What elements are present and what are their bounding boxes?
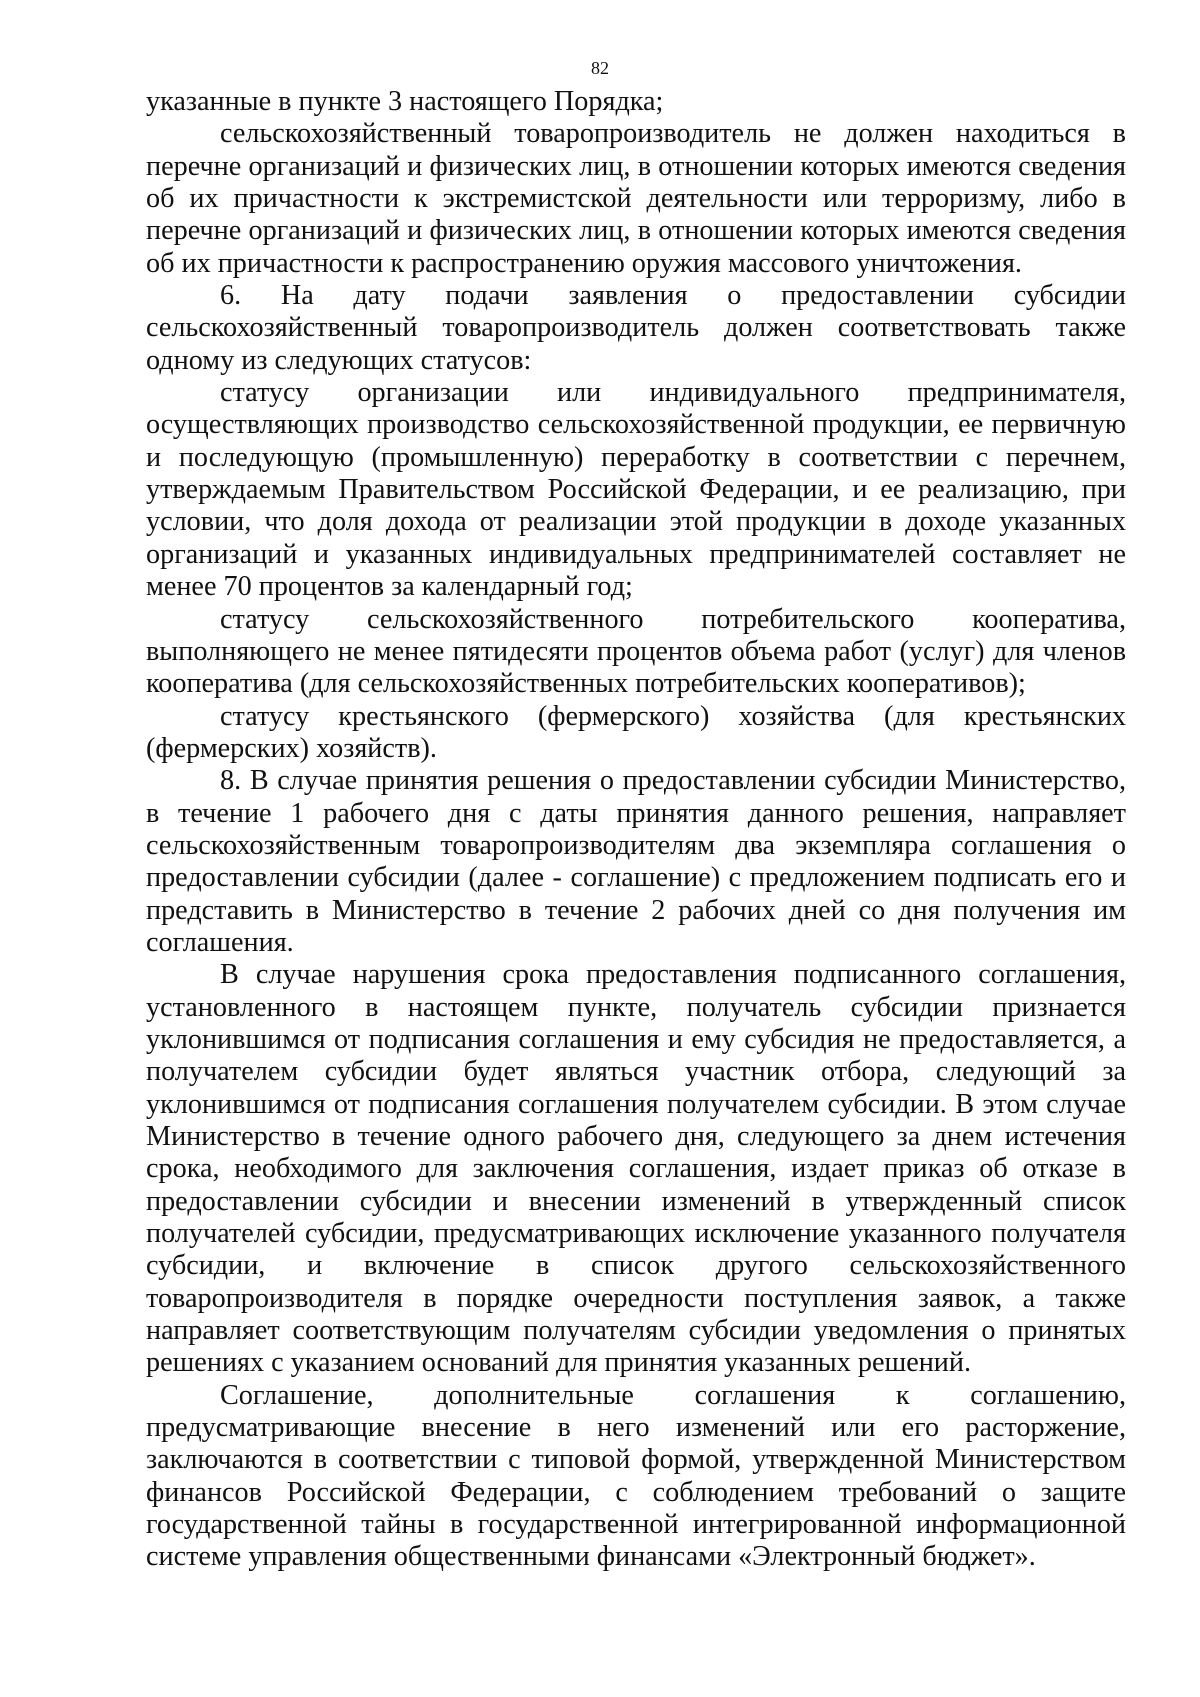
paragraph-item-6: 6. На дату подачи заявления о предоставлении субсидии сельскохозяйственный товаропроизводитель должен соответствовать также одному из следующих статусов: [146,280,1126,376]
paragraph-deadline-violation: В случае нарушения срока предоставления подписанного соглашения, установленного в настоящем пункте, получатель субсидии признается уклонившимся от подписания соглашения и ему субсидия не предоставляется, а получателем субсидии будет являться участник отбора, следующий за уклонившимся от подписания соглашения получателем субсидии. В этом случае Министерство в течение одного рабочего дня, следующего за днем истечения срока, необходимого для заключения соглашения, издает приказ об отказе в предоставлении субсидии и внесении изменений в утвержденный список получателей субсидии, предусматривающих исключение указанного получателя субсидии, и включение в список другого сельскохозяйственного товаропроизводителя в порядке очередности поступления заявок, а также направляет соответствующим получателям субсидии уведомления о принятых решениях с указанием оснований для принятия указанных решений. [146,959,1126,1379]
paragraph-agreement-form: Соглашение, дополнительные соглашения к соглашению, предусматривающие внесение в него изменений или его расторжение, заключаются в соответствии с типовой формой, утвержденной Министерством финансов Российской Федерации, с соблюдением требований о защите государственной тайны в государственной интегрированной информационной системе управления общественными финансами «Электронный бюджет». [146,1379,1126,1573]
paragraph-item-8: 8. В случае принятия решения о предоставлении субсидии Министерство, в течение 1 рабочего дня с даты принятия данного решения, направляет сельскохозяйственным товаропроизводителям два экземпляра соглашения о предоставлении субсидии (далее - соглашение) с предложением подписать его и представить в Министерство в течение 2 рабочих дней со дня получения им соглашения. [146,765,1126,958]
paragraph-status-organization: статусу организации или индивидуального предпринимателя, осуществляющих производство сельскохозяйственной продукции, ее первичную и последующую (промышленную) переработку в соответствии с перечнем, утверждаемым Правительством Российской Федерации, и ее реализацию, при условии, что доля дохода от реализации этой продукции в доходе указанных организаций и указанных индивидуальных предпринимателей составляет не менее 70 процентов за календарный год; [146,377,1126,603]
paragraph-continuation: указанные в пункте 3 настоящего Порядка; [146,86,664,117]
document-body [146,86,1126,1574]
page-number: 82 [591,58,609,78]
paragraph-extremism-requirement: сельскохозяйственный товаропроизводитель не должен находиться в перечне организаций и физических лиц, в отношении которых имеются сведения об их причастности к экстремистской деятельности или терроризму, либо в перечне организаций и физических лиц, в отношении которых имеются сведения об их причастности к распространению оружия массового уничтожения. [146,118,1126,279]
paragraph-status-cooperative: статусу сельскохозяйственного потребительского кооператива, выполняющего не менее пятидесяти процентов объема работ (услуг) для членов кооператива (для сельскохозяйственных потребительских кооперативов); [146,603,1126,700]
paragraph-status-farm: статусу крестьянского (фермерского) хозяйства (для крестьянских (фермерских) хозяйств). [146,700,1126,764]
